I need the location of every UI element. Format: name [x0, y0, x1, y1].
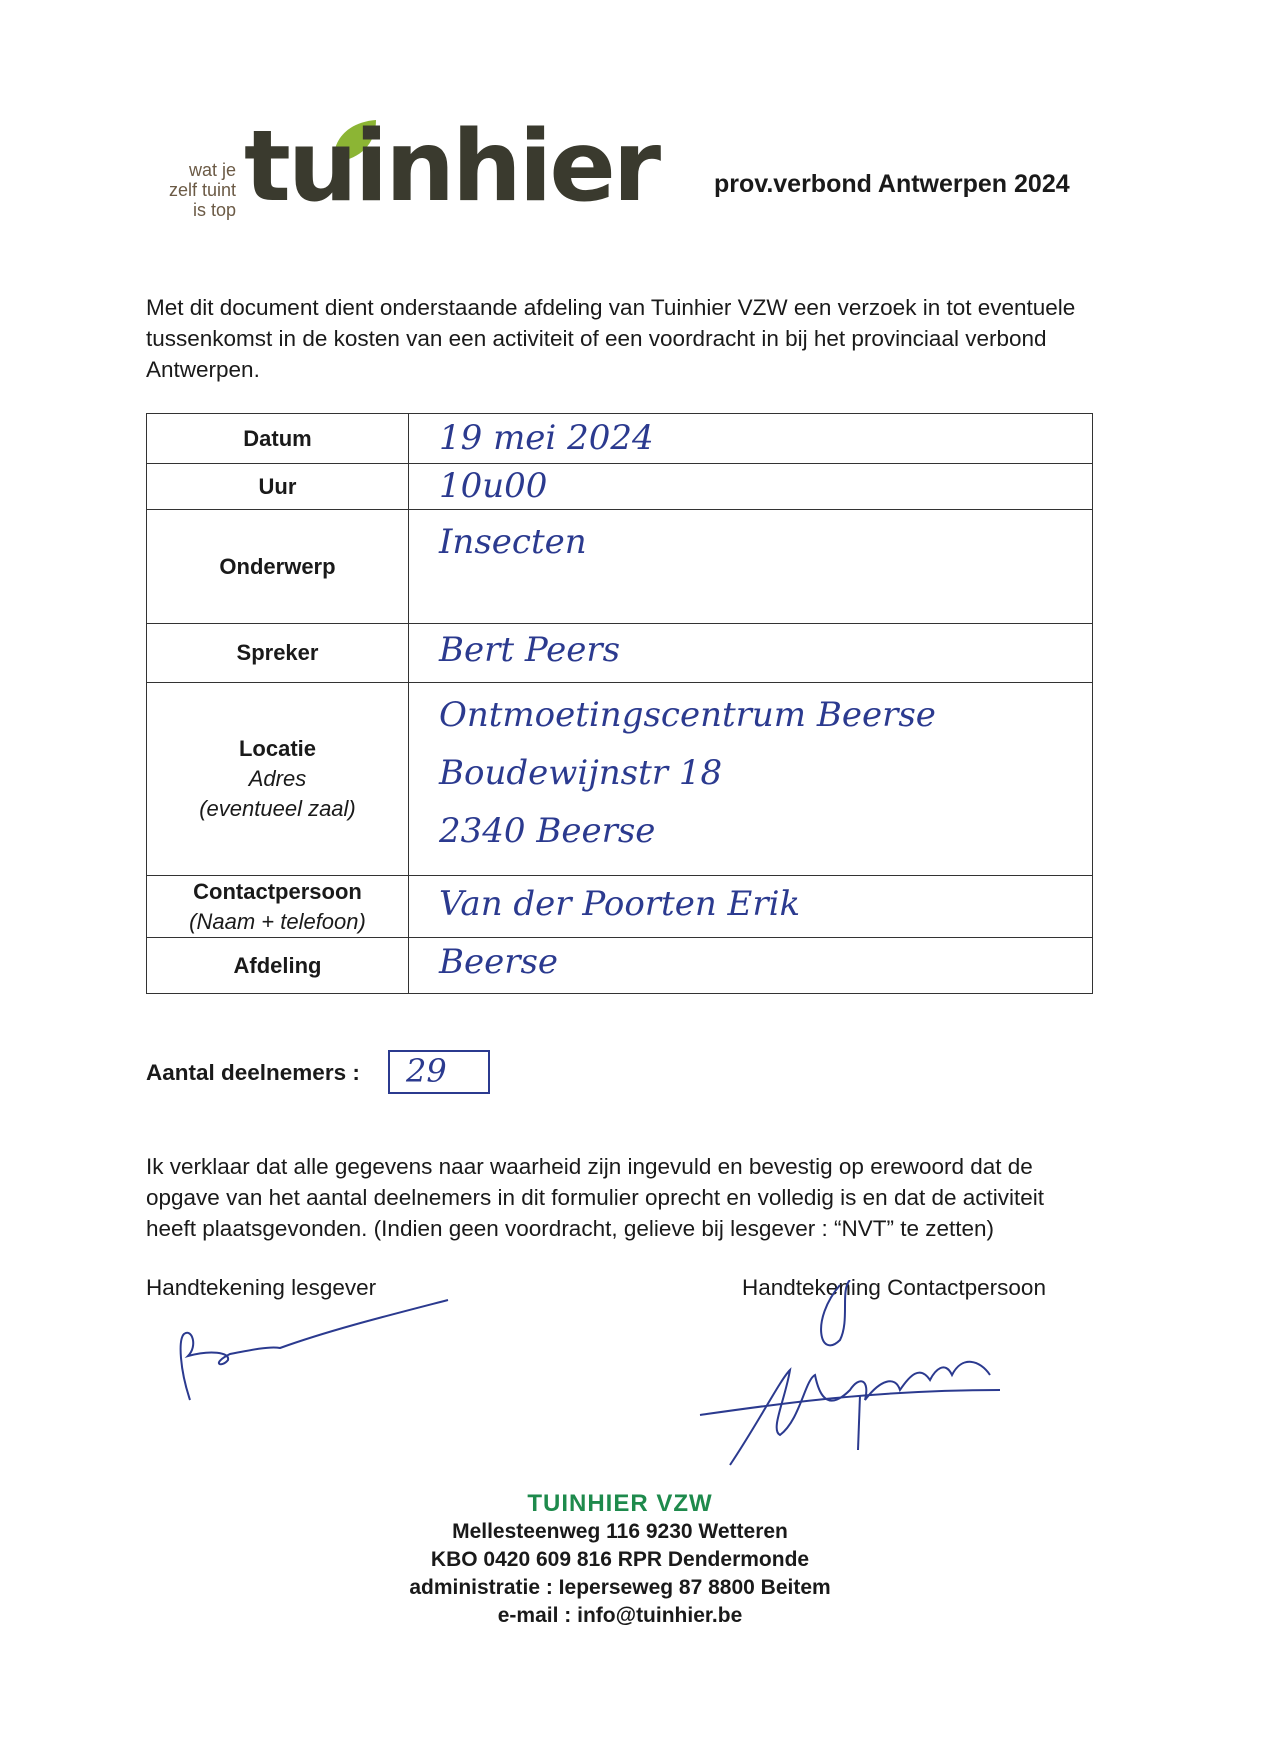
participants-label: Aantal deelnemers : — [146, 1060, 360, 1085]
page-title: prov.verbond Antwerpen 2024 — [714, 170, 1070, 198]
onderwerp-value: Insecten — [439, 522, 587, 562]
footer-line: Mellesteenweg 116 9230 Wetteren — [452, 1520, 788, 1543]
locatie-title: Locatie — [238, 736, 317, 761]
locatie-label — [147, 683, 409, 876]
footer-line: administratie : Ieperseweg 87 8800 Beitem — [409, 1576, 831, 1599]
locatie-line: Ontmoetingscentrum Beerse — [439, 695, 936, 735]
afdeling-field[interactable] — [409, 938, 1093, 994]
signature-left-label: Handtekening lesgever — [146, 1275, 377, 1300]
locatie-line: Boudewijnstr 18 — [439, 753, 723, 793]
spreker-label: Spreker — [147, 624, 409, 683]
contact-title: Contactpersoon — [193, 878, 362, 904]
datum-field[interactable] — [409, 414, 1093, 464]
signature-right-label: Handtekening Contactpersoon — [742, 1275, 1046, 1300]
locatie-sub1: Adres — [248, 766, 307, 791]
contact-value: Van der Poorten Erik — [439, 884, 801, 924]
onderwerp-label: Onderwerp — [147, 510, 409, 624]
uur-value: 10u00 — [439, 466, 548, 506]
spreker-field[interactable] — [409, 624, 1093, 683]
datum-value: 19 mei 2024 — [439, 418, 654, 458]
tagline-line: is top — [192, 200, 236, 220]
form-row-contact — [147, 876, 1093, 938]
logo-tagline — [150, 160, 236, 220]
form-row-onderwerp — [147, 510, 1093, 624]
footer-org-name: TUINHIER VZW — [527, 1490, 713, 1517]
contact-label — [147, 876, 409, 938]
tagline-line: zelf tuint — [168, 180, 236, 200]
footer-line: KBO 0420 609 816 RPR Dendermonde — [430, 1548, 810, 1571]
form-row-uur — [147, 464, 1093, 510]
participants-value: 29 — [406, 1052, 447, 1090]
request-form-table — [146, 413, 1093, 994]
uur-label: Uur — [147, 464, 409, 510]
locatie-sub2: (eventueel zaal) — [199, 796, 356, 821]
onderwerp-field[interactable] — [409, 510, 1093, 624]
form-row-locatie — [147, 683, 1093, 876]
afdeling-label: Afdeling — [147, 938, 409, 994]
declaration-paragraph: Ik verklaar dat alle gegevens naar waarheid zijn ingevuld en bevestig op erewoord dat de opgave van het aantal deelnemers in dit formulier oprecht en volledig is en dat de activiteit heeft plaatsgevonden. (Indien geen voordracht, gelieve bij lesgever : “NVT” te zetten) — [146, 1154, 1045, 1241]
afdeling-value: Beerse — [439, 942, 559, 982]
footer-line: e-mail : info@tuinhier.be — [497, 1604, 743, 1627]
datum-label: Datum — [147, 414, 409, 464]
tagline-line: wat je — [188, 160, 236, 180]
locatie-field[interactable] — [409, 683, 1093, 876]
logo-brand: tuinhier — [244, 110, 659, 224]
signature-contactpersoon — [690, 1280, 1010, 1480]
intro-paragraph: Met dit document dient onderstaande afdeling van Tuinhier VZW een verzoek in tot eventuele tussenkomst in de kosten van een activiteit of een voordracht in bij het provinciaal verbond Antwerpen. — [146, 295, 1076, 382]
contact-field[interactable] — [409, 876, 1093, 938]
spreker-value: Bert Peers — [439, 630, 621, 670]
uur-field[interactable] — [409, 464, 1093, 510]
contact-sub: (Naam + telefoon) — [189, 908, 366, 934]
footer — [0, 1490, 1240, 1630]
form-row-afdeling — [147, 938, 1093, 994]
locatie-line: 2340 Beerse — [439, 811, 656, 851]
form-row-spreker — [147, 624, 1093, 683]
form-row-datum — [147, 414, 1093, 464]
signature-lesgever — [170, 1290, 460, 1420]
